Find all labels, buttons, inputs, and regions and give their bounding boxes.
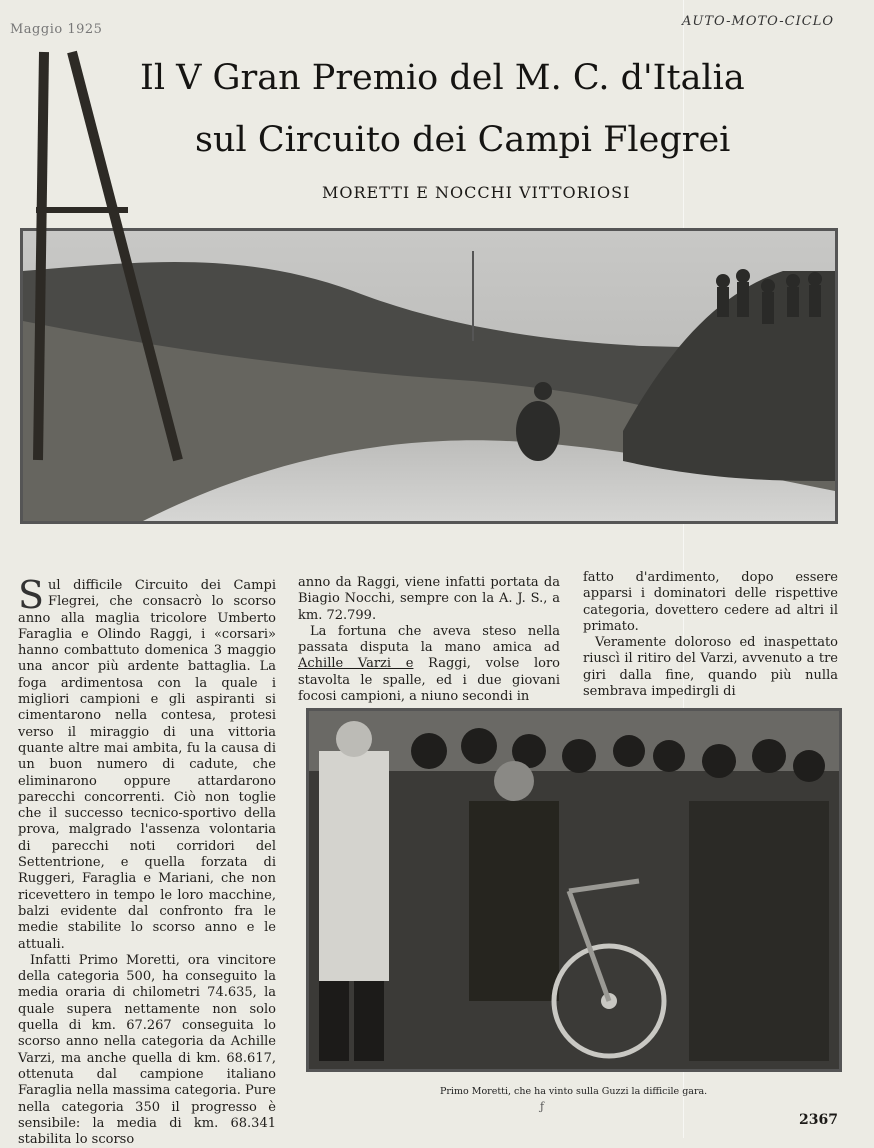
article-column-1 <box>18 573 276 1148</box>
article-title-line1: Il V Gran Premio del M. C. d'Italia <box>140 58 745 98</box>
article-subtitle: MORETTI E NOCCHI VITTORIOSI <box>322 183 631 202</box>
article-column-3 <box>583 570 838 700</box>
wooden-post-image <box>28 50 198 470</box>
photo-caption: Primo Moretti, che ha vinto sulla Guzzi la difficile gara. <box>440 1086 708 1097</box>
article-column-2 <box>298 575 560 705</box>
column1-paragraph2: Infatti Primo Moretti, ora vincitore della categoria 500, ha conseguito la media oraria di chilometri 74.635, la quale supera nettamente non solo quella di km. 67.267 conseguita lo scorso anno nella categoria da Achille Varzi, ma anche quella di km. 68.617, ottenuta dal campione italiano Faraglia nella massima categoria. Pure nella categoria 350 il progresso è sensibile: la media di km. 68.341 stabilita lo scorso <box>18 952 276 1148</box>
photo-winner-group <box>306 708 842 1072</box>
header-date: Maggio 1925 <box>10 22 103 37</box>
drop-cap: S <box>18 573 45 617</box>
column3-paragraph2: Veramente doloroso ed inaspettato riuscì il ritiro del Varzi, avvenuto a tre giri dalla fine, quando più nulla sembrava impedirgli di <box>583 635 838 700</box>
article-title-line2: sul Circuito dei Campi Flegrei <box>195 120 731 160</box>
column1-paragraph1: ul difficile Circuito dei Campi Flegrei, che consacrò lo scorso anno alla maglia tricolore Umberto Faraglia e Olindo Raggi, i «corsari» hanno combattuto domenica 3 maggio una ancor più ardente battaglia. La foga ardimentosa con la quale i migliori campioni e gli aspiranti si cimentarono nella contesa, protesi verso il miraggio di una vittoria quante altre mai ambita, fu la causa di un buon numero di cadute, che eliminarono oppure attardarono parecchi concorrenti. Ciò non toglie che il successo tecnico-sportivo della prova, malgrado l'assenza volontaria di parecchi noti corridori del Settentrione, e quella forzata di Ruggeri, Faraglia e Mariani, che non ricevettero in tempo le loro macchine, balzi evidente dal confronto fra le medie stabilite lo scorso anno e le attuali. <box>18 578 276 952</box>
column2-paragraph2-start: La fortuna che aveva steso nella passata disputa la mano amica ad <box>298 623 560 656</box>
winner-group-image <box>309 711 839 1069</box>
header-magazine-name: AUTO-MOTO-CICLO <box>681 14 834 29</box>
underlined-name: Achille Varzi e <box>298 656 414 672</box>
column3-paragraph1: fatto d'ardimento, dopo essere apparsi i dominatori delle rispettive categoria, dovettero cedere ad altri il primato. <box>583 570 838 634</box>
column2-paragraph1: anno da Raggi, viene infatti portata da Biagio Nocchi, sempre con la A. J. S., a km. 72.799. <box>298 575 560 623</box>
margin-mark: ƒ <box>540 1100 545 1113</box>
page-number: 2367 <box>799 1112 838 1128</box>
column2-paragraph2 <box>298 624 560 705</box>
column2-paragraph2-end: Raggi, volse loro stavolta le spalle, ed i due giovani focosi campioni, a niuno secondi in <box>298 656 560 705</box>
